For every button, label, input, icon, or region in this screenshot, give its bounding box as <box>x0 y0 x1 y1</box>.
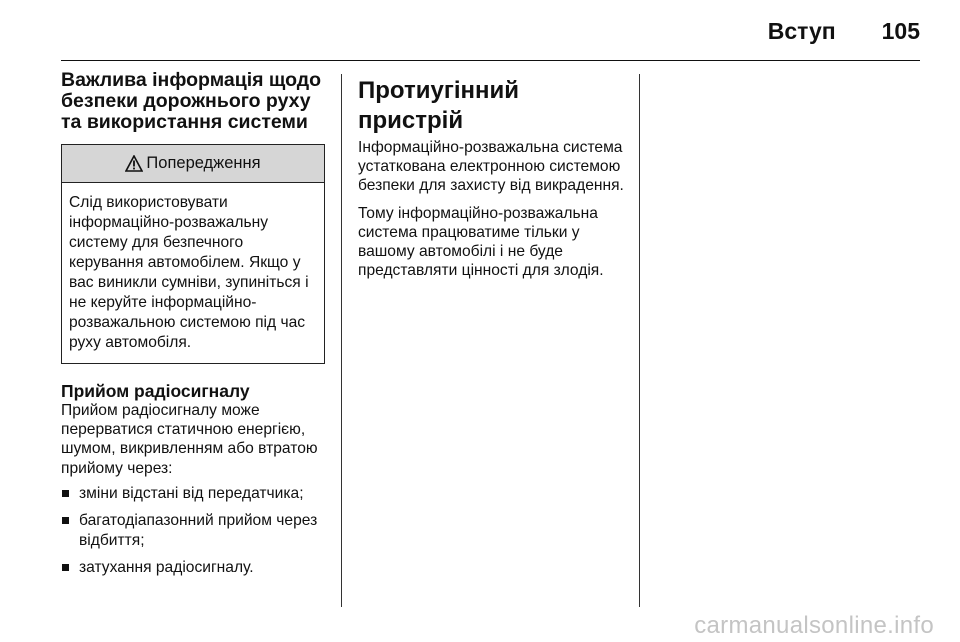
warning-box <box>61 144 325 364</box>
list-item-text: зміни відстані від передатчика; <box>79 484 304 502</box>
warning-label: Попередження <box>146 154 261 172</box>
list-item <box>61 511 326 551</box>
watermark: carmanualsonline.info <box>694 612 934 639</box>
column-divider-1 <box>341 74 342 607</box>
list-item <box>61 558 326 578</box>
bullet-square-icon <box>62 517 69 524</box>
middle-column <box>358 72 628 280</box>
warning-header <box>62 145 324 183</box>
bullet-square-icon <box>62 564 69 571</box>
column-divider-2 <box>639 74 640 607</box>
page-header <box>768 18 920 45</box>
radio-bullet-list <box>61 484 326 578</box>
list-item <box>61 484 326 504</box>
anti-theft-paragraph-2: Тому інформаційно-розважальна система працюватиме тільки у вашому автомобілі і не буде представляти цінності для злодія. <box>358 204 604 280</box>
bullet-square-icon <box>62 490 69 497</box>
header-section-title: Вступ <box>767 18 836 44</box>
header-rule <box>61 60 920 61</box>
radio-intro-text: Прийом радіосигналу може перерватися статичною енергією, шумом, викривленням або втратою прийому через: <box>61 402 318 477</box>
safety-section-title: Важлива інформація щодо безпеки дорожнього руху та використання системи <box>61 69 322 133</box>
left-column <box>61 70 326 585</box>
warning-triangle-icon <box>125 155 143 172</box>
warning-text: Слід використовувати інформаційно-розважальну систему для безпечного керування автомобілем. Якщо у вас виникли сумніви, зупиніться і не керуйте інформаційно-розважальною системою під час руху автомобіля. <box>69 194 309 351</box>
radio-section-title: Прийом радіосигналу <box>61 381 250 401</box>
anti-theft-paragraph-1: Інформаційно-розважальна система устаткована електронною системою безпеки для захисту від викрадення. <box>358 139 624 195</box>
list-item-text: багатодіапазонний прийом через відбиття; <box>79 511 318 549</box>
list-item-text: затухання радіосигналу. <box>79 558 254 576</box>
page-number: 105 <box>881 18 920 44</box>
anti-theft-section-title: Протиугінний пристрій <box>358 77 519 134</box>
